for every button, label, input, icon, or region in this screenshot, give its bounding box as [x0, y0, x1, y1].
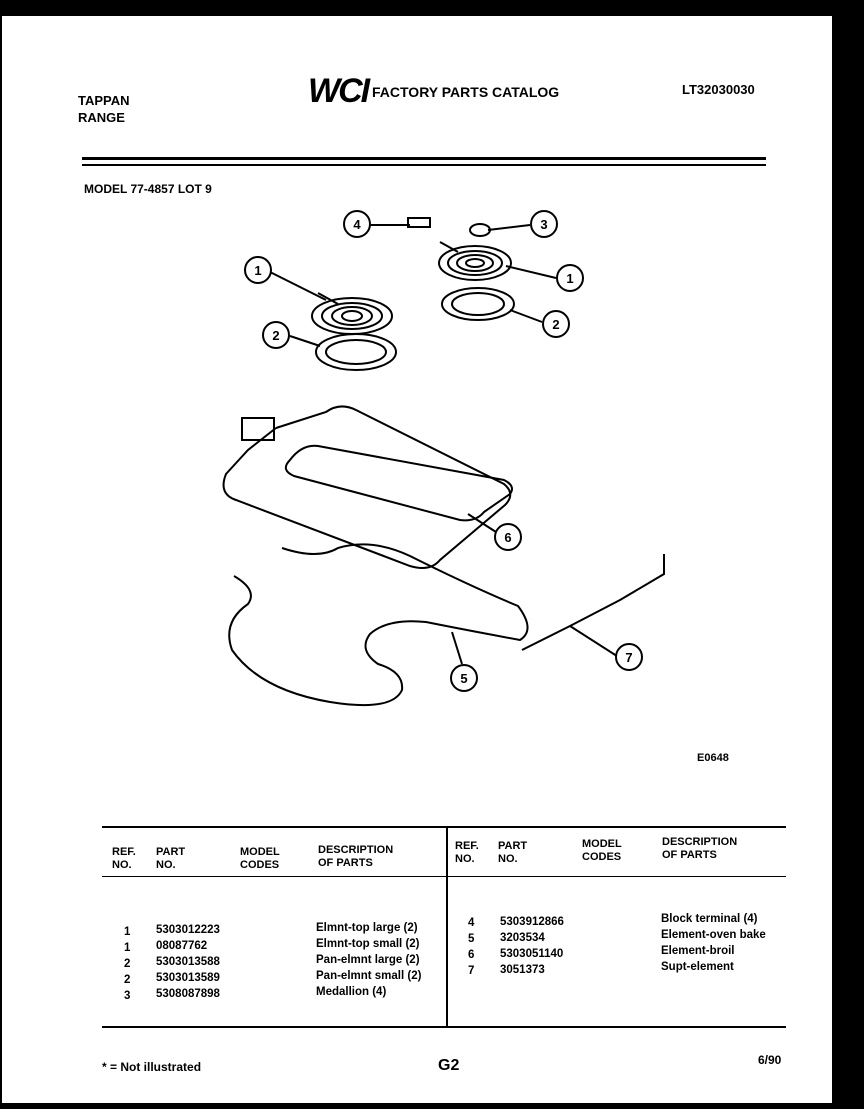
row-part-no: 3051373 — [500, 964, 545, 976]
bake-element — [229, 544, 527, 705]
row-description: Pan-elmnt small (2) — [316, 970, 422, 982]
row-description: Elmnt-top large (2) — [316, 922, 418, 934]
row-part-no: 5303013589 — [156, 972, 220, 984]
svg-text:7: 7 — [625, 650, 633, 665]
table-rule-header — [102, 876, 786, 877]
header-model-codes-right: MODEL CODES — [582, 838, 622, 863]
row-part-no: 5303051140 — [500, 948, 564, 960]
row-description: Elmnt-top small (2) — [316, 938, 420, 950]
svg-text:1: 1 — [254, 263, 262, 278]
header-ref-no: REF. NO. — [112, 846, 136, 871]
row-part-no: 5308087898 — [156, 988, 220, 1000]
callout-7 — [616, 644, 642, 670]
row-ref: 2 — [124, 958, 131, 970]
callout-5 — [451, 665, 477, 691]
not-illustrated-note: * = Not illustrated — [102, 1060, 202, 1074]
table-rule-top — [102, 826, 786, 828]
block-terminal — [408, 218, 430, 227]
row-ref: 7 — [468, 965, 475, 977]
header-description: DESCRIPTION OF PARTS — [318, 844, 394, 869]
callout-1-left — [245, 257, 271, 283]
row-ref: 6 — [468, 949, 475, 961]
header-part-no: PART NO. — [156, 846, 186, 871]
callout-4 — [344, 211, 370, 237]
header-description-right: DESCRIPTION OF PARTS — [662, 836, 738, 861]
brand-line-2: RANGE — [78, 110, 125, 125]
callout-2-left — [263, 322, 289, 348]
row-part-no: 3203534 — [500, 932, 545, 944]
drip-pan-right — [442, 288, 514, 320]
header-part-no-right: PART NO. — [498, 840, 528, 865]
figure-number: E0648 — [697, 752, 729, 764]
row-part-no: 5303912866 — [500, 916, 564, 928]
row-description: Medallion (4) — [316, 986, 387, 998]
row-description: Element-oven bake — [661, 929, 766, 941]
svg-text:1: 1 — [566, 271, 574, 286]
callout-3 — [531, 211, 557, 237]
row-ref: 1 — [124, 942, 131, 954]
support-element — [522, 554, 664, 658]
row-ref: 3 — [124, 990, 131, 1002]
medallion — [470, 224, 490, 236]
svg-text:6: 6 — [504, 530, 512, 545]
revision-date: 6/90 — [758, 1053, 782, 1067]
row-ref: 2 — [124, 974, 131, 986]
row-description: Supt-element — [661, 961, 734, 973]
header-model-codes: MODEL CODES — [240, 846, 280, 871]
callout-2-right — [543, 311, 569, 337]
row-description: Block terminal (4) — [661, 913, 758, 925]
svg-text:4: 4 — [353, 217, 361, 232]
svg-text:2: 2 — [552, 317, 560, 332]
row-part-no: 08087762 — [156, 940, 208, 952]
wci-logo: WCI — [308, 72, 369, 110]
svg-text:5: 5 — [460, 671, 468, 686]
model-line: MODEL 77-4857 LOT 9 — [84, 182, 212, 196]
page-code: G2 — [438, 1057, 460, 1074]
catalog-number: LT32030030 — [682, 82, 755, 97]
svg-text:3: 3 — [540, 217, 548, 232]
row-ref: 1 — [124, 926, 131, 938]
brand-line-1: TAPPAN — [78, 93, 130, 108]
surface-element-right — [439, 242, 511, 280]
row-part-no: 5303013588 — [156, 956, 220, 968]
drip-pan-left — [316, 334, 396, 370]
header-ref-no-right: REF. NO. — [455, 840, 479, 865]
callout-1-right — [557, 265, 583, 291]
row-description: Pan-elmnt large (2) — [316, 954, 420, 966]
row-ref: 4 — [468, 917, 475, 929]
callout-6 — [495, 524, 521, 550]
table-divider — [446, 828, 448, 1028]
row-description: Element-broil — [661, 945, 735, 957]
catalog-title: FACTORY PARTS CATALOG — [372, 84, 560, 100]
table-rule-bottom — [102, 1026, 786, 1028]
svg-text:2: 2 — [272, 328, 280, 343]
row-part-no: 5303012223 — [156, 924, 220, 936]
row-ref: 5 — [468, 933, 475, 945]
